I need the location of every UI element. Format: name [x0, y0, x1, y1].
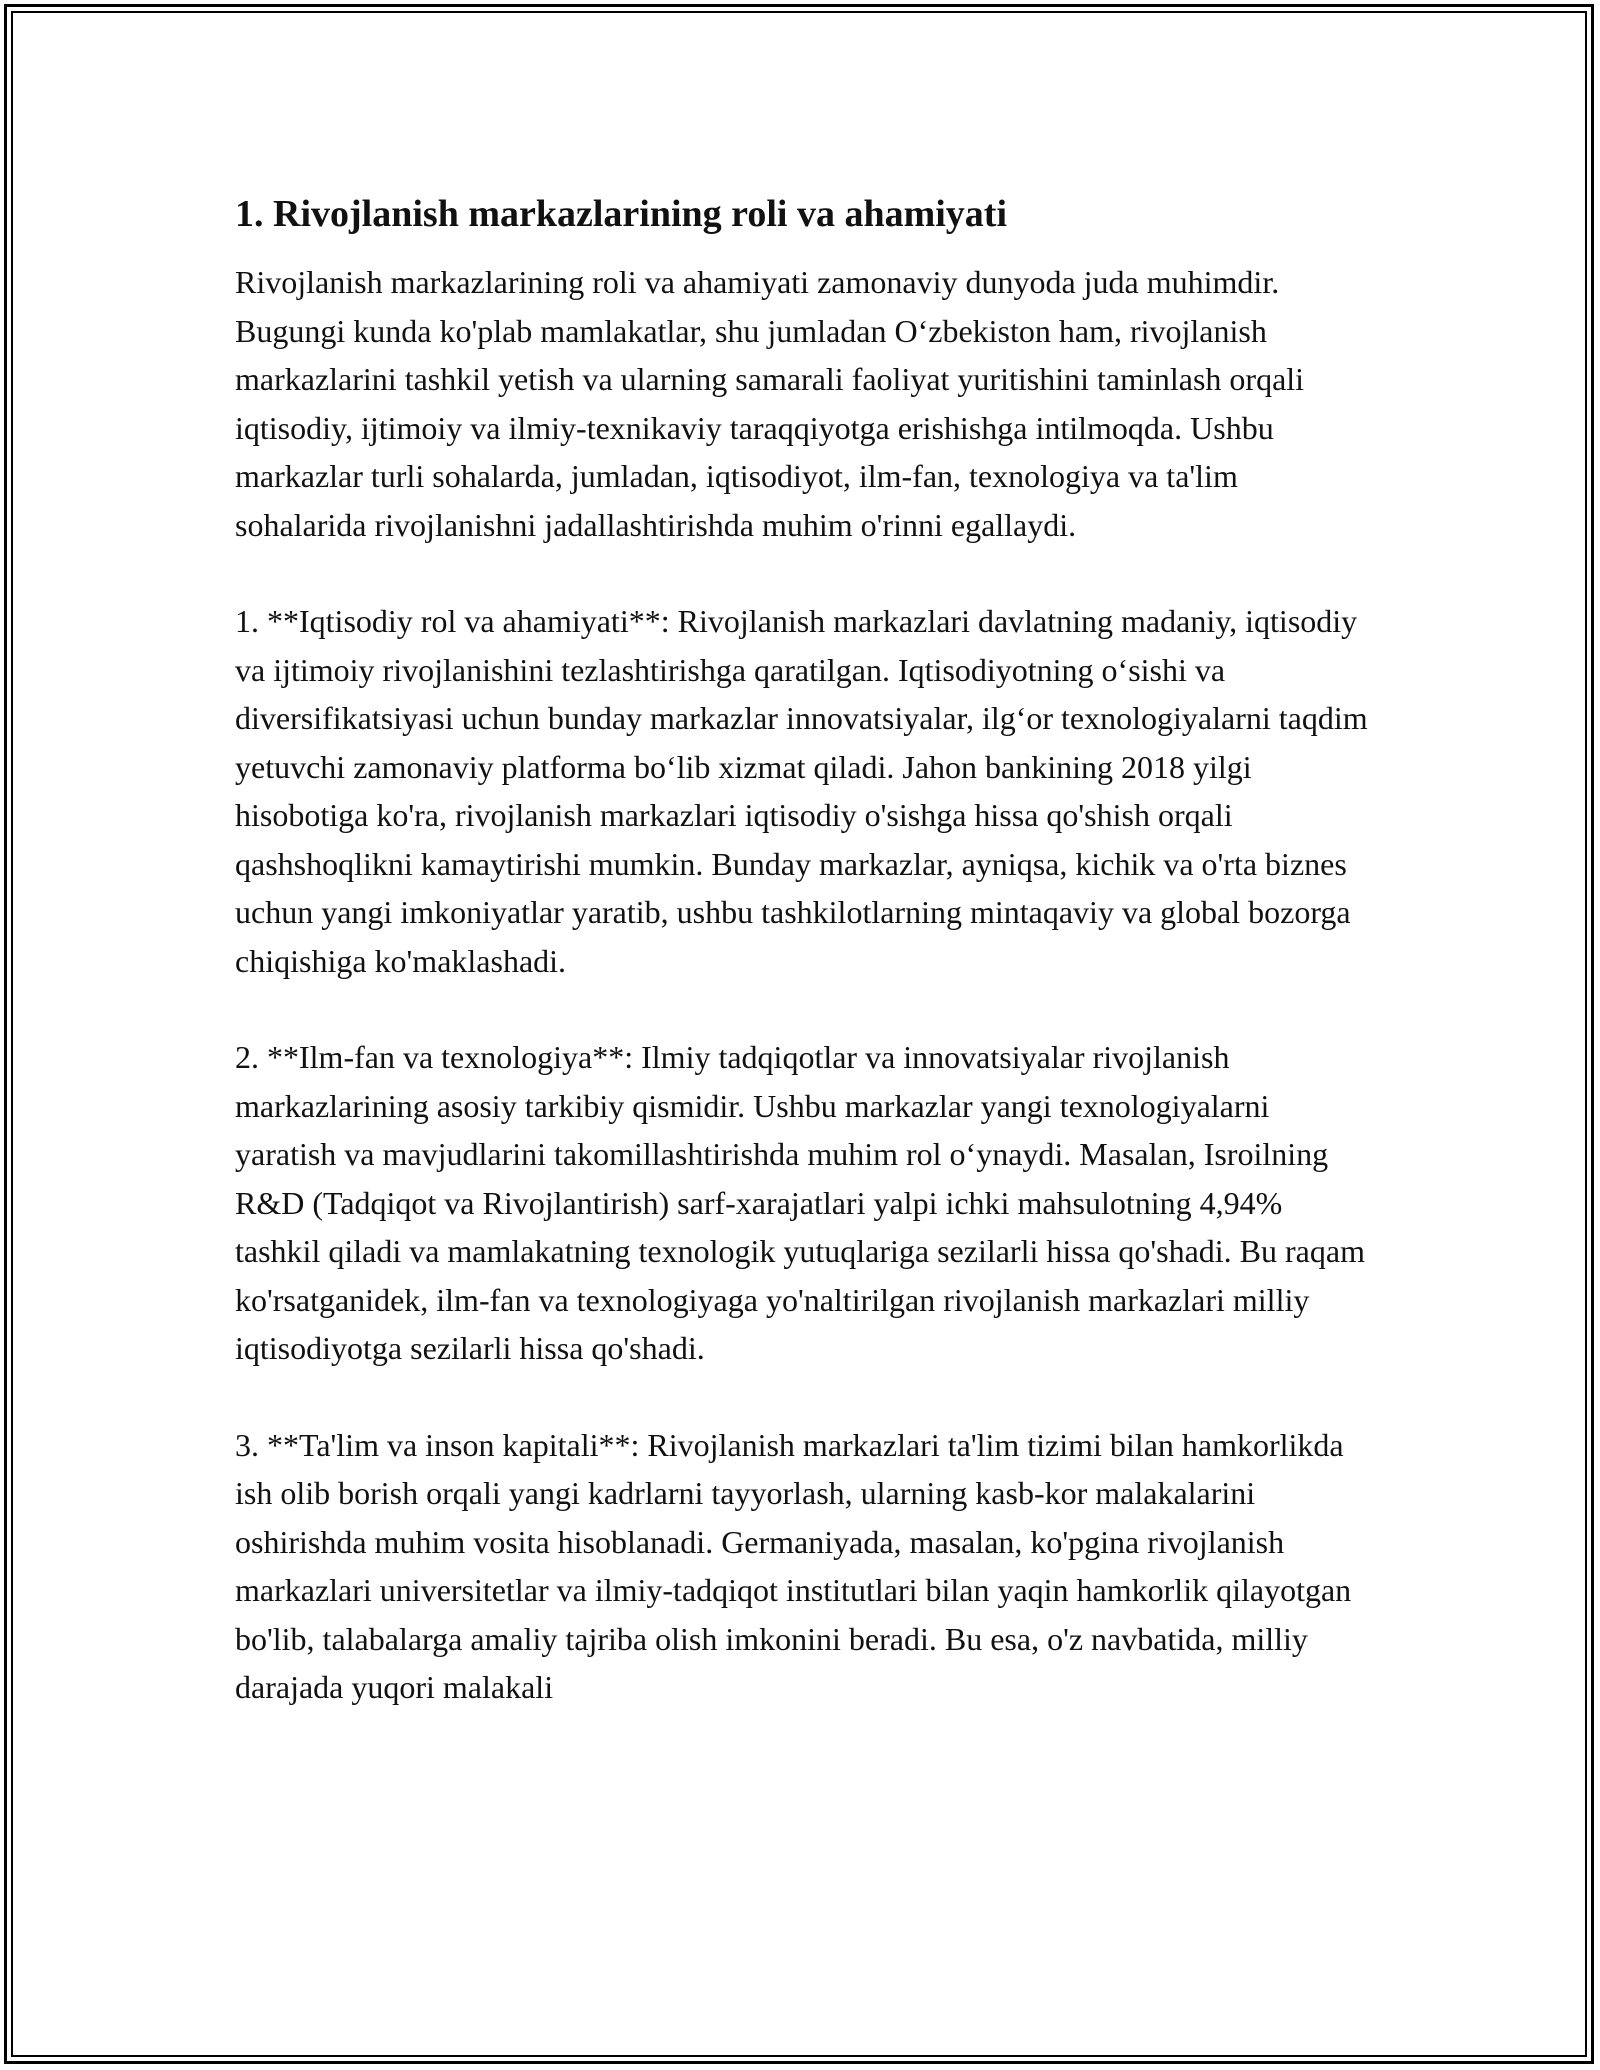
section-heading: 1. Rivojlanish markazlarining roli va ahamiyati: [235, 193, 1008, 235]
document-body: [235, 190, 1370, 1760]
paragraph-economic-role: 1. **Iqtisodiy rol va ahamiyati**: Rivojlanish markazlari davlatning madaniy, iqtisodiy va ijtimoiy rivojlanishini tezlashtirishga qaratilgan. Iqtisodiyotning o‘sishi va diversifikatsiyasi uchun bunday markazlar innovatsiyalar, ilg‘or texnologiyalarni taqdim yetuvchi zamonaviy platforma bo‘lib xizmat qiladi. Jahon bankining 2018 yilgi hisobotiga ko'ra, rivojlanish markazlari iqtisodiy o'sishga hissa qo'shish orqali qashshoqlikni kamaytirishi mumkin. Bunday markazlar, ayniqsa, kichik va o'rta biznes uchun yangi imkoniyatlar yaratib, ushbu tashkilotlarning mintaqaviy va global bozorga chiqishiga ko'maklashadi.: [235, 603, 1368, 979]
paragraph-science-technology: 2. **Ilm-fan va texnologiya**: Ilmiy tadqiqotlar va innovatsiyalar rivojlanish markazlarining asosiy tarkibiy qismidir. Ushbu markazlar yangi texnologiyalarni yaratish va mavjudlarini takomillashtirishda muhim rol o‘ynaydi. Masalan, Isroilning R&D (Tadqiqot va Rivojlantirish) sarf-xarajatlari yalpi ichki mahsulotning 4,94% tashkil qiladi va mamlakatning texnologik yutuqlariga sezilarli hissa qo'shadi. Bu raqam ko'rsatganidek, ilm-fan va texnologiyaga yo'naltirilgan rivojlanish markazlari milliy iqtisodiyotga sezilarli hissa qo'shadi.: [235, 1039, 1365, 1366]
paragraph-intro: Rivojlanish markazlarining roli va ahamiyati zamonaviy dunyoda juda muhimdir. Bugungi kunda ko'plab mamlakatlar, shu jumladan O‘zbekiston ham, rivojlanish markazlarini tashkil yetish va ularning samarali faoliyat yuritishini taminlash orqali iqtisodiy, ijtimoiy va ilmiy-texnikaviy taraqqiyotga erishishga intilmoqda. Ushbu markazlar turli sohalarda, jumladan, iqtisodiyot, ilm-fan, texnologiya va ta'lim sohalarida rivojlanishni jadallashtirishda muhim o'rinni egallaydi.: [235, 264, 1305, 543]
paragraph-education-human-capital: 3. **Ta'lim va inson kapitali**: Rivojlanish markazlari ta'lim tizimi bilan hamkorlikda ish olib borish orqali yangi kadrlarni tayyorlash, ularning kasb-kor malakalarini oshirishda muhim vosita hisoblanadi. Germaniyada, masalan, ko'pgina rivojlanish markazlari universitetlar va ilmiy-tadqiqot institutlari bilan yaqin hamkorlik qilayotgan bo'lib, talabalarga amaliy tajriba olish imkonini beradi. Bu esa, o'z navbatida, milliy darajada yuqori malakali: [235, 1426, 1352, 1705]
